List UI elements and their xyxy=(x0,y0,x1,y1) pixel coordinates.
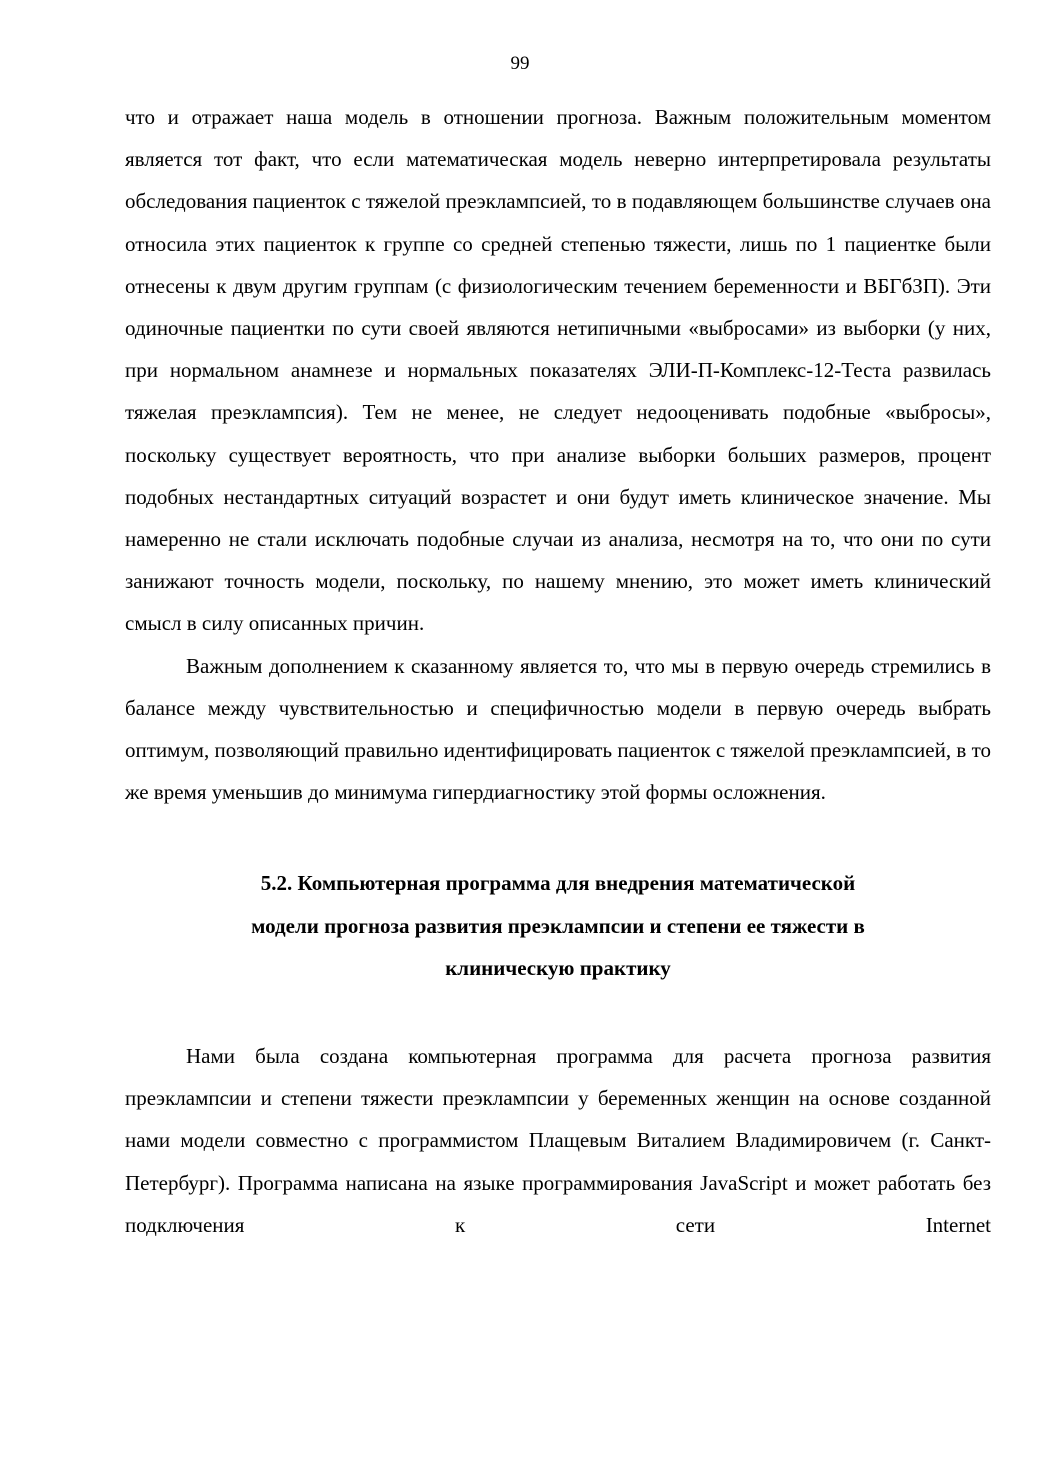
section-heading-line-2: модели прогноза развития преэклампсии и степени ее тяжести в xyxy=(251,913,865,938)
section-heading-line-3: клиническую практику xyxy=(445,955,671,980)
page-body xyxy=(125,96,991,1246)
page-number: 99 xyxy=(510,53,530,74)
section-heading-line-1: 5.2. Компьютерная программа для внедрения математической xyxy=(260,871,856,896)
body-paragraph-2: Важным дополнением к сказанному является то, что мы в первую очередь стремились в балансе между чувствительностью и специфичностью модели в первую очередь выбрать оптимум, позволяющий правильно идентифицировать пациенток с тяжелой преэклампсией, в то же время уменьшив до минимума гипердиагностику этой формы осложнения. xyxy=(125,653,991,805)
section-paragraph: Нами была создана компьютерная программа для расчета прогноза развития преэклампсии и степени тяжести преэклампсии у беременных женщин на основе созданной нами модели совместно с программистом Плащевым Виталием Владимировичем (г. Санкт-Петербург). Программа написана на языке программирования JavaScript и может работать без подключения к сети Internet xyxy=(125,1044,991,1237)
section-heading xyxy=(125,862,991,989)
body-paragraph-1: что и отражает наша модель в отношении прогноза. Важным положительным моментом является тот факт, что если математическая модель неверно интерпретировала результаты обследования пациенток с тяжелой преэклампсией, то в подавляющем большинстве случаев она относила этих пациенток к группе со средней степенью тяжести, лишь по 1 пациентке были отнесены к двум другим группам (с физиологическим течением беременности и ВБГбЗП). Эти одиночные пациентки по сути своей являются нетипичными «выбросами» из выборки (у них, при нормальном анамнезе и нормальных показателях ЭЛИ-П-Комплекс-12-Теста развилась тяжелая преэклампсия). Тем не менее, не следует недооценивать подобные «выбросы», поскольку существует вероятность, что при анализе выборки больших размеров, процент подобных нестандартных ситуаций возрастет и они будут иметь клиническое значение. Мы намеренно не стали исключать подобные случаи из анализа, несмотря на то, что они по сути занижают точность модели, поскольку, по нашему мнению, это может иметь клинический смысл в силу описанных причин. xyxy=(125,105,991,636)
